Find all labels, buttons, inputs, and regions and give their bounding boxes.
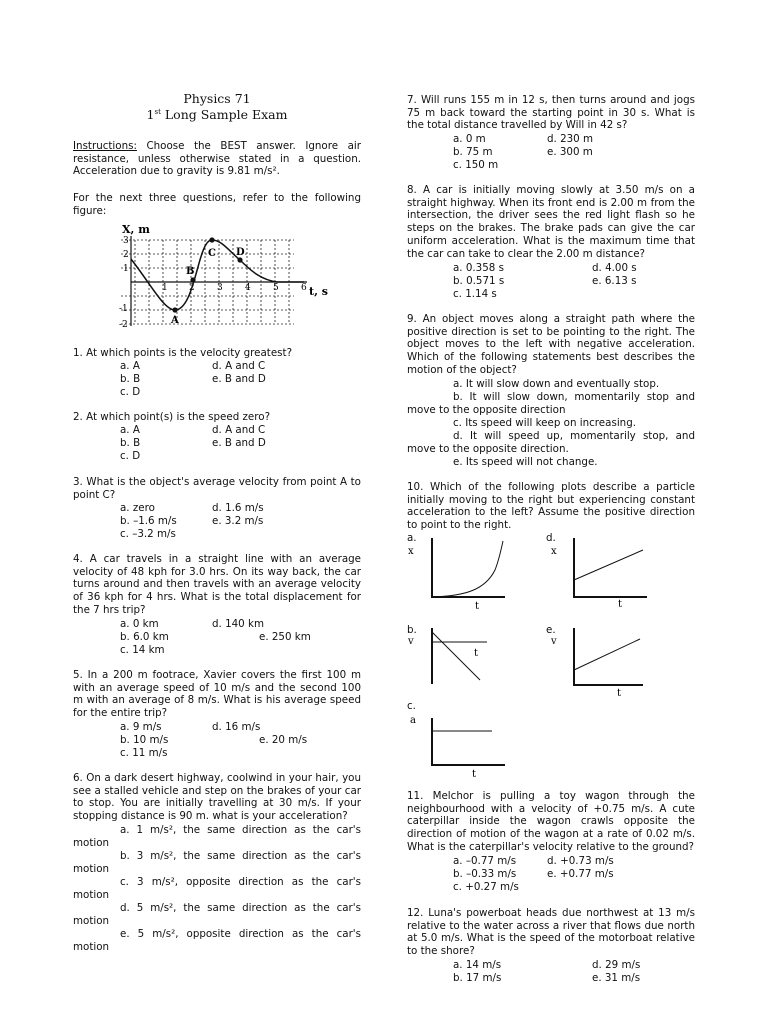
q8-option-c[interactable]: c. 1.14 s [453,288,497,300]
q1-option-c[interactable]: c. D [120,386,141,398]
q9-option-d[interactable]: d. It will speed up, momentarily stop, and move to the opposite direction. [407,430,695,455]
q4-option-e[interactable]: e. 250 km [259,631,311,643]
plot-b[interactable] [405,628,515,708]
q9-option-a[interactable]: a. It will slow down and eventually stop. [453,378,660,390]
position-curve [131,240,304,310]
plot-e-t: t [617,688,622,699]
exam-title [73,109,361,122]
q3-option-a[interactable]: a. zero [120,502,155,514]
q9-option-c[interactable]: c. Its speed will keep on increasing. [453,417,637,429]
instructions-label: Instructions: [73,140,137,152]
plot-a-t: t [475,601,480,612]
q6-option-e[interactable]: e. 5 m/s², opposite direction as the car's motion [73,928,361,953]
q2-option-e[interactable]: e. B and D [212,437,266,449]
ytick-neg2: -2 [119,320,128,330]
graph-ylabel: X, m [122,223,150,236]
q11-option-a[interactable]: a. –0.77 m/s [453,855,517,867]
point-b-label: B [186,266,195,277]
plot-b-t: t [474,648,479,659]
q1-text: 1. At which points is the velocity greatest? [73,347,293,359]
q5-text: 5. In a 200 m footrace, Xavier covers the first 100 m with an average speed of 10 m/s and the second 100 m with an average of 8 m/s. What is his average speed for the entire trip? [73,669,361,720]
q6-option-b[interactable]: b. 3 m/s², the same direction as the car's motion [73,850,361,875]
plot-d[interactable] [547,538,657,618]
q1-option-b[interactable]: b. B [120,373,141,385]
xtick-5: 5 [273,283,279,293]
q2-option-c[interactable]: c. D [120,450,141,462]
q4-option-a[interactable]: a. 0 km [120,618,159,630]
q11-option-d[interactable]: d. +0.73 m/s [547,855,614,867]
q12-text: 12. Luna's powerboat heads due northwest at 13 m/s relative to the water across a river that flows due north at 5.0 m/s. What is the speed of the motorboat relative to the shore? [407,907,695,958]
q6-option-a[interactable]: a. 1 m/s², the same direction as the car's motion [73,824,361,849]
q11-option-e[interactable]: e. +0.77 m/s [547,868,614,880]
point-d-marker [237,257,242,262]
plot-d-t: t [618,599,623,610]
ytick-neg1: -1 [119,304,128,314]
q2-option-a[interactable]: a. A [120,424,140,436]
q9-option-e[interactable]: e. Its speed will not change. [453,456,598,468]
xtick-3: 3 [217,283,223,293]
xtick-1: 1 [162,283,168,293]
position-time-graph [112,222,332,340]
q12-option-d[interactable]: d. 29 m/s [592,959,641,971]
ytick-1: 1 [123,264,129,274]
q7-text: 7. Will runs 155 m in 12 s, then turns around and jogs 75 m back toward the starting point in 30 s. What is the total distance travelled by Will in 42 s? [407,94,695,132]
xtick-2: 2 [189,283,195,293]
q3-option-c[interactable]: c. –3.2 m/s [120,528,176,540]
q12-option-b[interactable]: b. 17 m/s [453,972,502,984]
plot-c[interactable] [405,704,515,784]
q7-option-a[interactable]: a. 0 m [453,133,486,145]
q4-option-d[interactable]: d. 140 km [212,618,265,630]
ytick-3: 3 [123,236,129,246]
plot-c-axis: a [410,715,416,726]
point-c-marker [209,237,214,242]
q8-option-d[interactable]: d. 4.00 s [592,262,637,274]
q4-option-c[interactable]: c. 14 km [120,644,165,656]
plot-a[interactable] [405,538,515,618]
plot-a-axis: x [408,546,414,557]
figure-intro: For the next three questions, refer to the following figure: [73,192,361,217]
ytick-2: 2 [123,250,129,260]
xtick-6: 6 [301,283,307,293]
plot-a-label: a. [407,532,417,544]
plot-b-label: b. [407,624,417,636]
q8-option-a[interactable]: a. 0.358 s [453,262,504,274]
q5-option-d[interactable]: d. 16 m/s [212,721,261,733]
exam-rest: Long Sample Exam [160,107,288,122]
q5-option-c[interactable]: c. 11 m/s [120,747,168,759]
q3-option-b[interactable]: b. –1.6 m/s [120,515,177,527]
q2-option-d[interactable]: d. A and C [212,424,266,436]
exam-num: 1 [146,107,155,122]
point-a-marker [172,307,177,312]
q7-option-b[interactable]: b. 75 m [453,146,493,158]
plot-e[interactable] [547,628,657,708]
q8-option-b[interactable]: b. 0.571 s [453,275,505,287]
q2-text: 2. At which point(s) is the speed zero? [73,411,271,423]
plot-e-axis: v [551,636,557,647]
q9-text: 9. An object moves along a straight path where the positive direction is set to be pointing to the right. The object moves to the left with negative acceleration. Which of the following statements best describes the motion of the object? [407,313,695,376]
plot-b-axis: v [408,636,414,647]
q9-option-b[interactable]: b. It will slow down, momentarily stop and move to the opposite direction [407,391,695,416]
q6-option-c[interactable]: c. 3 m/s², opposite direction as the car's motion [73,876,361,901]
q3-text: 3. What is the object's average velocity from point A to point C? [73,476,361,501]
q6-text: 6. On a dark desert highway, coolwind in your hair, you see a stalled vehicle and step on the brakes of your car to stop. You are initially travelling at 30 m/s. If your stopping distance is 90 m. what is your acceleration? [73,772,361,823]
q11-option-b[interactable]: b. –0.33 m/s [453,868,517,880]
plot-d-label: d. [546,532,556,544]
q7-option-c[interactable]: c. 150 m [453,159,499,171]
q7-option-d[interactable]: d. 230 m [547,133,594,145]
q7-option-e[interactable]: e. 300 m [547,146,593,158]
q3-option-e[interactable]: e. 3.2 m/s [212,515,264,527]
q5-option-e[interactable]: e. 20 m/s [259,734,308,746]
q5-option-a[interactable]: a. 9 m/s [120,721,162,733]
plot-c-t: t [472,769,477,780]
q5-option-b[interactable]: b. 10 m/s [120,734,169,746]
q8-text: 8. A car is initially moving slowly at 3.50 m/s on a straight highway. When its front end is 2.00 m from the intersection, the driver sees the red light flash so he steps on the brakes. The brake pads can give the car uniform acceleration. What is the maximum time that the car can take to clear the 2.00 m distance? [407,184,695,260]
point-c-label: C [208,248,216,259]
course-title: Physics 71 [183,91,251,106]
plot-e-label: e. [546,624,556,636]
q6-option-d[interactable]: d. 5 m/s², the same direction as the car's motion [73,902,361,927]
q1-option-e[interactable]: e. B and D [212,373,266,385]
instructions [73,140,361,178]
q3-option-d[interactable]: d. 1.6 m/s [212,502,264,514]
instructions-text: Choose the BEST answer. Ignore air resistance, unless otherwise stated in a question. Acceleration due to gravity is 9.81 m/s². [73,140,361,178]
q10-text: 10. Which of the following plots describe a particle initially moving to the right but experiencing constant acceleration to the left? Assume the positive direction to point to the right. [407,481,695,532]
xtick-4: 4 [245,283,251,293]
q1-option-a[interactable]: a. A [120,360,140,372]
q11-option-c[interactable]: c. +0.27 m/s [453,881,519,893]
q11-text: 11. Melchor is pulling a toy wagon through the neighbourhood with a velocity of +0.75 m/s. A cute caterpillar inside the wagon crawls opposite the direction of motion of the wagon at a rate of 0.02 m/s. What is the caterpillar's velocity relative to the ground? [407,790,695,853]
plot-c-label: c. [407,700,416,712]
point-d-label: D [236,247,245,258]
q12-option-a[interactable]: a. 14 m/s [453,959,502,971]
point-a-label: A [171,315,179,326]
q4-option-b[interactable]: b. 6.0 km [120,631,169,643]
q8-option-e[interactable]: e. 6.13 s [592,275,637,287]
q12-option-e[interactable]: e. 31 m/s [592,972,641,984]
q2-option-b[interactable]: b. B [120,437,141,449]
q4-text: 4. A car travels in a straight line with an average velocity of 48 kph for 3.0 hrs. On its way back, the car turns around and then travels with an average velocity of 36 kph for 4 hrs. What is the total displacement for the 7 hrs trip? [73,553,361,616]
plot-d-axis: x [551,546,557,557]
graph-xlabel: t, s [309,285,328,298]
exam-sup: st [154,107,161,116]
q1-option-d[interactable]: d. A and C [212,360,266,372]
point-b-marker [190,277,195,282]
